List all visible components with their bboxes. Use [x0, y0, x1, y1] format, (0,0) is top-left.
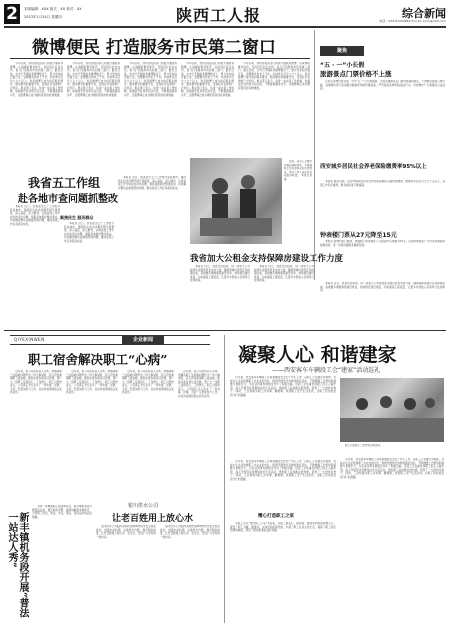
enterprise-section-en: QIYEXINWEN — [14, 337, 45, 342]
article-2-col-2: 本报讯 近日，我省派出五个工作组分赴各地市，围绕民生热点问题开展专项督查，深入基层、深入群众，认真查找工作中存在的突出问题，督促各地抓好整改落实，切实解决群众反映强烈的问题，推动各项工作任务落到实处。 — [64, 222, 114, 243]
main-article-col-2: 今年以来，我市各级各部门积极开通政务微博，认真倾听群众呼声，及时回应社会关切，着力打造服务市民的第二窗口。截至目前，全市已开通政务微博数百个，累计发布信息数万条，受理群众诉求上千件，办结率达百分之九十以上。政务微博已成为政府联系群众、服务群众的重要平台，受到社会各界的广泛好评。相关部门表示，将进一步完善工作机制，加强信息发布和互动交流，不断提高服务水平，让微博真正成为便民利民的有效渠道。 — [67, 62, 120, 97]
section-name: 综合新闻 — [402, 7, 446, 20]
feature-col-3: 该段工会以“建设职工之家”为目标，从职工最关心、最直接、最现实的利益问题入手，建设了职工书屋、健身房、文体活动室等设施，丰富了职工业余文化生活，提高了职工队伍的整体素质，营造了团结和谐的良好氛围。 — [230, 522, 336, 532]
main-article-col-5: 今年以来，我市各级各部门积极开通政务微博，认真倾听群众呼声，及时回应社会关切，着力打造服务市民的第二窗口。截至目前，全市已开通政务微博数百个，累计发布信息数万条，受理群众诉求上千件，办结率达百分之九十以上。政务微博已成为政府联系群众、服务群众的重要平台，受到社会各界的广泛好评。相关部门表示，将进一步完善工作机制，加强信息发布和互动交流，不断提高服务水平，让微博真正成为便民利民的有效渠道。 — [238, 62, 310, 90]
feature-col-4: 近年来，西安客车车辆段工会紧紧围绕安全生产中心工作，以职工之家建设为载体，坚持全心全意依靠职工办企业的方针，积极开展形式多样的建家活动，不断增强工会组织的凝聚力和吸引力，为企业改革发展稳定作出了积极贡献。该段工会注重发挥职工的主人翁作用，深入开展劳动竞赛和技术比武活动，激发职工爱岗敬业的热情，培养了一大批技术骨干。同时，工会积极为职工办实事、解难事，改善职工生产生活条件，让职工切实感受到“家”的温暖。 — [340, 458, 444, 479]
main-article-col-4: 今年以来，我市各级各部门积极开通政务微博，认真倾听群众呼声，及时回应社会关切，着力打造服务市民的第二窗口。截至目前，全市已开通政务微博数百个，累计发布信息数万条，受理群众诉求上千件，办结率达百分之九十以上。政务微博已成为政府联系群众、服务群众的重要平台，受到社会各界的广泛好评。相关部门表示，将进一步完善工作机制，加强信息发布和互动交流，不断提高服务水平，让微博真正成为便民利民的有效渠道。 — [181, 62, 234, 97]
page-number: 2 — [4, 4, 20, 24]
sidebar-top-body: 记者从省物价局获悉，今年“五一”小长假期间，全省各旅游景点门票价格保持稳定，不得擅自提高门票价格。各地物价部门将加强对旅游市场的价格检查，严厉查处各种价格违法行为，切实维护广大游客的合法权益。 — [320, 80, 445, 90]
header-meta: 本版编辑：XXX 版式：XX 校对：XX — [24, 7, 82, 11]
sidebar-mid-body: 本报讯 截至目前，西安市城乡居民社会养老保险参保人数持续增加，缴费率达到百分之九十五以上，各项工作有序推进，群众满意度不断提高。 — [320, 180, 445, 187]
feature-divider — [224, 335, 225, 623]
photo-group-icon — [340, 378, 444, 442]
feature-photo — [340, 378, 444, 442]
photo-people-icon — [190, 158, 282, 244]
main-article-col-1: 今年以来，我市各级各部门积极开通政务微博，认真倾听群众呼声，及时回应社会关切，着力打造服务市民的第二窗口。截至目前，全市已开通政务微博数百个，累计发布信息数万条，受理群众诉求上千件，办结率达百分之九十以上。政务微博已成为政府联系群众、服务群众的重要平台，受到社会各界的广泛好评。相关部门表示，将进一步完善工作机制，加强信息发布和互动交流，不断提高服务水平，让微博真正成为便民利民的有效渠道。 — [10, 62, 63, 97]
article-2-col-3: 本报讯 近日，我省派出五个工作组分赴各地市，围绕民生热点问题开展专项督查，深入基层、深入群众，认真查找工作中存在的突出问题，督促各地抓好整改落实，切实解决群众反映强烈的问题，推动各项工作任务落到实处。 — [118, 176, 186, 190]
main-article-col-3: 今年以来，我市各级各部门积极开通政务微博，认真倾听群众呼声，及时回应社会关切，着力打造服务市民的第二窗口。截至目前，全市已开通政务微博数百个，累计发布信息数万条，受理群众诉求上千件，办结率达百分之九十以上。政务微博已成为政府联系群众、服务群众的重要平台，受到社会各界的广泛好评。相关部门表示，将进一步完善工作机制，加强信息发布和互动交流，不断提高服务水平，让微博真正成为便民利民的有效渠道。 — [124, 62, 177, 97]
mid-page-rule — [4, 330, 446, 331]
main-headline-rule — [10, 58, 310, 59]
sidebar-low-body: 本报讯 经物价部门批准，钟鼓楼门票价格自下月起由27元调整为15元，以更好地满足广大市民和游客的参观需求，进一步促进旅游业健康发展。 — [320, 240, 445, 247]
article-2-subhead: 聚焦民生 服务群众 — [60, 215, 94, 220]
sidebar-divider — [314, 30, 315, 280]
feature-photo-caption: 职工们在职工之家参加文体活动。 — [345, 444, 383, 447]
article-3-col-2: 本报讯 近日，我省出台政策，进一步加大公共租赁住房建设资金支持力度，确保保障房建设任务按期完成。各地要多渠道筹集建设资金，加快项目建设进度，切实提高工程质量，让更多中低收入家庭早日住进新房。 — [254, 265, 314, 282]
header-date: 2013年1月24日 星期四 — [24, 15, 62, 19]
header-contact: 电话：029-87294944 E-mail: xxxx@163.com — [379, 19, 446, 23]
enterprise-col-1: 近年来，某公司坚持以人为本，把解决职工住宿难问题作为一件大事来抓，投入资金新建职工宿舍楼，配套完善各项生活设施，使广大一线职工住得安心、工作舒心。职工们纷纷表示，公司真正为大家办了一件实事、好事，今后一定更加努力工作，以优异成绩回报企业的关怀。 — [10, 370, 62, 394]
article-2-col-1: 本报讯 近日，我省派出五个工作组分赴各地市，围绕民生热点问题开展专项督查，深入基层、深入群众，认真查找工作中存在的突出问题，督促各地抓好整改落实，切实解决群众反映强烈的问题，推动各项工作任务落到实处。 — [10, 205, 60, 226]
feature-box-title: 精心打造职工之家 — [258, 514, 294, 519]
enterprise-headline: 职工宿舍解决职工“心病” — [28, 352, 168, 367]
enterprise-col-3: 近年来，某公司坚持以人为本，把解决职工住宿难问题作为一件大事来抓，投入资金新建职工宿舍楼，配套完善各项生活设施，使广大一线职工住得安心、工作舒心。职工们纷纷表示，公司真正为大家办了一件实事、好事，今后一定更加努力工作，以优异成绩回报企业的关怀。 — [122, 370, 174, 394]
news-photo — [190, 158, 282, 244]
sidebar-headline-1: “五 · 一”小长假 — [320, 62, 365, 69]
sidebar-headline-2: 旅游景点门票价格不上涨 — [320, 70, 392, 78]
sub-col-2: 银川供水公司始终坚持把保障城市供水安全放在首位，加强水质检测，完善供水设施，提升服务质量，让老百姓喝上放心水、安全水，受到广大市民的一致好评。 — [160, 525, 220, 539]
article-2-headline-1: 我省五工作组 — [28, 176, 101, 190]
vertical-article-body: 为进一步增强职工的法律意识，新丰镇机务段开展普法活动，通过知识竞赛、案例讲解等多种形式，引导职工学法、知法、守法、用法，营造良好的法治氛围。 — [32, 505, 92, 519]
feature-subhead: ——西安客车车辆段工会“建家”活动巡礼 — [272, 367, 381, 374]
sub-col-1: 银川供水公司始终坚持把保障城市供水安全放在首位，加强水质检测，完善供水设施，提升服务质量，让老百姓喝上放心水、安全水，受到广大市民的一致好评。 — [96, 525, 156, 539]
sub-headline: 让老百姓用上放心水 — [112, 514, 194, 524]
photo-caption: 日前，省总工会组织开展送温暖活动，为困难职工送去慰问金和生活用品。图为工作人员正在发放慰问物资。 本报记者 摄 — [284, 160, 312, 181]
article-3-col-3: 本报讯 近日，我省出台政策，进一步加大公共租赁住房建设资金支持力度，确保保障房建设任务按期完成。各地要多渠道筹集建设资金，加快项目建设进度，切实提高工程质量，让更多中低收入家庭早日住进新房。 — [320, 282, 445, 292]
sidebar-low-headline: 钟表楼门票从27元降至15元 — [320, 232, 397, 239]
enterprise-col-4: 近年来，某公司坚持以人为本，把解决职工住宿难问题作为一件大事来抓，投入资金新建职工宿舍楼，配套完善各项生活设施，使广大一线职工住得安心、工作舒心。职工们纷纷表示，公司真正为大家办了一件实事、好事，今后一定更加努力工作，以优异成绩回报企业的关怀。 — [178, 370, 220, 398]
article-3-headline: 我省加大公租金支持保障房建设工作力度 — [190, 254, 344, 264]
article-3-col-1: 本报讯 近日，我省出台政策，进一步加大公共租赁住房建设资金支持力度，确保保障房建设任务按期完成。各地要多渠道筹集建设资金，加快项目建设进度，切实提高工程质量，让更多中低收入家庭早日住进新房。 — [190, 265, 250, 282]
sidebar-label: 聚焦 — [320, 46, 364, 56]
enterprise-col-2: 近年来，某公司坚持以人为本，把解决职工住宿难问题作为一件大事来抓，投入资金新建职工宿舍楼，配套完善各项生活设施，使广大一线职工住得安心、工作舒心。职工们纷纷表示，公司真正为大家办了一件实事、好事，今后一定更加努力工作，以优异成绩回报企业的关怀。 — [66, 370, 118, 394]
sidebar-mid-headline: 西安城乡居民社会养老保险缴费率95%以上 — [320, 164, 427, 170]
sub-label: 银川供水公司 — [128, 503, 159, 509]
header-rule — [4, 26, 446, 28]
vertical-headline: 新丰镇机务段开展“普法一站达人秀” — [6, 512, 28, 618]
enterprise-section-label: 企业新闻 — [122, 335, 164, 345]
feature-headline: 凝聚人心 和谐建家 — [238, 344, 397, 366]
feature-col-1: 近年来，西安客车车辆段工会紧紧围绕安全生产中心工作，以职工之家建设为载体，坚持全心全意依靠职工办企业的方针，积极开展形式多样的建家活动，不断增强工会组织的凝聚力和吸引力，为企业改革发展稳定作出了积极贡献。该段工会注重发挥职工的主人翁作用，深入开展劳动竞赛和技术比武活动，激发职工爱岗敬业的热情，培养了一大批技术骨干。同时，工会积极为职工办实事、解难事，改善职工生产生活条件，让职工切实感受到“家”的温暖。 — [230, 376, 336, 397]
masthead-logo: 陕西工人报 — [176, 6, 262, 25]
feature-col-2: 近年来，西安客车车辆段工会紧紧围绕安全生产中心工作，以职工之家建设为载体，坚持全心全意依靠职工办企业的方针，积极开展形式多样的建家活动，不断增强工会组织的凝聚力和吸引力，为企业改革发展稳定作出了积极贡献。该段工会注重发挥职工的主人翁作用，深入开展劳动竞赛和技术比武活动，激发职工爱岗敬业的热情，培养了一大批技术骨干。同时，工会积极为职工办实事、解难事，改善职工生产生活条件，让职工切实感受到“家”的温暖。 — [230, 460, 336, 481]
main-headline: 微博便民 打造服务市民第二窗口 — [32, 38, 276, 58]
article-2-headline-2: 赴各地市查问题抓整改 — [18, 194, 118, 205]
